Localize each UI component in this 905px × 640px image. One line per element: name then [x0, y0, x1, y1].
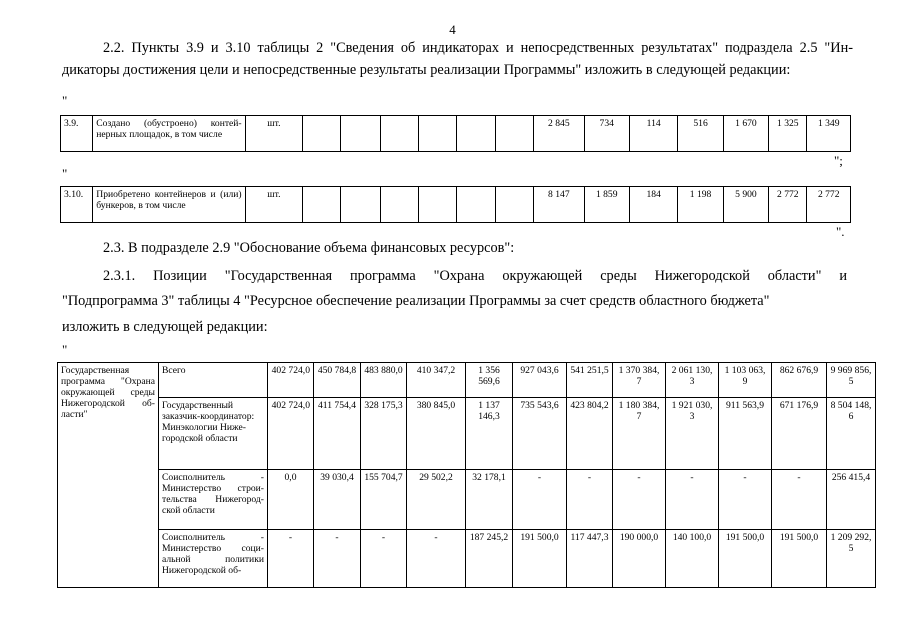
finance-value: 191 500,0 — [719, 530, 772, 588]
paragraph-2-3-1-line2: "Подпрограмма 3" таблицы 4 "Ресурсное обеспечение реализации Программы за счет средств областного бюджета" — [62, 293, 770, 309]
finance-value: 32 178,1 — [466, 470, 513, 530]
value-cell: 1 670 — [723, 116, 768, 152]
finance-value: 1 370 384, 7 — [613, 363, 666, 398]
finance-value: 117 447,3 — [567, 530, 613, 588]
finance-value: 187 245,2 — [466, 530, 513, 588]
finance-value: 190 000,0 — [613, 530, 666, 588]
finance-value: 911 563,9 — [719, 398, 772, 470]
row-label: Государственный заказчик-координатор: Минэкологии Ниже-городской области — [159, 398, 268, 470]
finance-value: - — [772, 470, 827, 530]
finance-value: 380 845,0 — [407, 398, 466, 470]
finance-value: 155 704,7 — [361, 470, 407, 530]
page-number: 4 — [449, 22, 456, 37]
finance-value: 1 209 292, 5 — [827, 530, 876, 588]
finance-value: 862 676,9 — [772, 363, 827, 398]
indicator-table-row-3-10 — [60, 186, 851, 223]
finance-value: 450 784,8 — [314, 363, 361, 398]
paragraph-2-2-line2: дикаторы достижения цели и непосредственные результаты реализации Программы" изложить в следующей редакции: — [62, 62, 791, 78]
row-label: Соисполнитель - Министерство соци-альной политики Нижегородской об- — [159, 530, 268, 588]
indicator-name: Приобретено контейнеров и (или) бункеров, в том числе — [93, 187, 245, 223]
empty-cell — [380, 187, 418, 223]
finance-value: 1 103 063, 9 — [719, 363, 772, 398]
finance-value: 541 251,5 — [567, 363, 613, 398]
row-label: Всего — [159, 363, 268, 398]
open-quote-1: " — [62, 93, 68, 108]
finance-value: - — [513, 470, 567, 530]
finance-value: 2 061 130, 3 — [666, 363, 719, 398]
finance-value: 256 415,4 — [827, 470, 876, 530]
indicator-table-row-3-9 — [60, 115, 851, 152]
value-cell: 8 147 — [534, 187, 584, 223]
finance-value: 423 804,2 — [567, 398, 613, 470]
finance-value: 927 043,6 — [513, 363, 567, 398]
empty-cell — [457, 187, 495, 223]
finance-value: 39 030,4 — [314, 470, 361, 530]
finance-value: - — [567, 470, 613, 530]
close-quote-semicolon: "; — [834, 153, 843, 168]
value-cell: 184 — [629, 187, 677, 223]
open-quote-3: " — [62, 342, 68, 357]
empty-cell — [495, 187, 533, 223]
empty-cell — [341, 116, 380, 152]
finance-value: - — [361, 530, 407, 588]
value-cell: 2 845 — [534, 116, 584, 152]
paragraph-2-3-1-line1: 2.3.1. Позиции "Государственная программа "Охрана окружающей среды Нижегородской области" и — [103, 268, 847, 284]
value-cell: 5 900 — [723, 187, 768, 223]
empty-cell — [303, 187, 341, 223]
empty-cell — [419, 116, 457, 152]
finance-value: 1 356 569,6 — [466, 363, 513, 398]
paragraph-2-3: 2.3. В подразделе 2.9 "Обоснование объема финансовых ресурсов": — [103, 240, 515, 256]
paragraph-2-2-line1: 2.2. Пункты 3.9 и 3.10 таблицы 2 "Сведения об индикаторах и непосредственных результатах" подраздела 2.5 "Ин- — [103, 40, 853, 56]
value-cell: 516 — [678, 116, 723, 152]
finance-value: 9 969 856, 5 — [827, 363, 876, 398]
empty-cell — [380, 116, 418, 152]
finance-value: - — [314, 530, 361, 588]
unit: шт. — [245, 187, 303, 223]
finance-value: 191 500,0 — [513, 530, 567, 588]
empty-cell — [341, 187, 380, 223]
unit: шт. — [245, 116, 303, 152]
finance-value: 483 880,0 — [361, 363, 407, 398]
finance-value: - — [666, 470, 719, 530]
value-cell: 1 859 — [584, 187, 629, 223]
finance-value: 402 724,0 — [268, 398, 314, 470]
finance-value: 8 504 148, 6 — [827, 398, 876, 470]
paragraph-2-3-1-line3: изложить в следующей редакции: — [62, 319, 268, 335]
finance-value: 0,0 — [268, 470, 314, 530]
value-cell: 734 — [584, 116, 629, 152]
empty-cell — [303, 116, 341, 152]
finance-value: 735 543,6 — [513, 398, 567, 470]
finance-value: - — [407, 530, 466, 588]
finance-value: 1 921 030, 3 — [666, 398, 719, 470]
finance-table — [57, 362, 876, 588]
finance-value: 671 176,9 — [772, 398, 827, 470]
value-cell: 2 772 — [807, 187, 851, 223]
empty-cell — [419, 187, 457, 223]
value-cell: 1 198 — [678, 187, 723, 223]
open-quote-2: " — [62, 166, 68, 181]
finance-value: 140 100,0 — [666, 530, 719, 588]
finance-value: - — [613, 470, 666, 530]
empty-cell — [495, 116, 533, 152]
row-label: Соисполнитель - Министерство строи-тельства Нижегород-ской области — [159, 470, 268, 530]
finance-value: - — [719, 470, 772, 530]
finance-value: 411 754,4 — [314, 398, 361, 470]
finance-value: 1 180 384, 7 — [613, 398, 666, 470]
row-number: 3.10. — [61, 187, 93, 223]
value-cell: 2 772 — [769, 187, 807, 223]
value-cell: 1 349 — [807, 116, 851, 152]
indicator-name: Создано (обустроено) контей-нерных площадок, в том числе — [93, 116, 245, 152]
finance-value: 1 137 146,3 — [466, 398, 513, 470]
row-number: 3.9. — [61, 116, 93, 152]
value-cell: 114 — [629, 116, 677, 152]
close-quote-period: ". — [836, 224, 845, 239]
finance-value: 191 500,0 — [772, 530, 827, 588]
finance-value: 328 175,3 — [361, 398, 407, 470]
value-cell: 1 325 — [769, 116, 807, 152]
finance-value: 29 502,2 — [407, 470, 466, 530]
finance-value: 402 724,0 — [268, 363, 314, 398]
finance-value: - — [268, 530, 314, 588]
finance-value: 410 347,2 — [407, 363, 466, 398]
empty-cell — [457, 116, 495, 152]
program-name-cell: Государственная программа "Охрана окружающей среды Нижегородской об-ласти" — [58, 363, 159, 588]
